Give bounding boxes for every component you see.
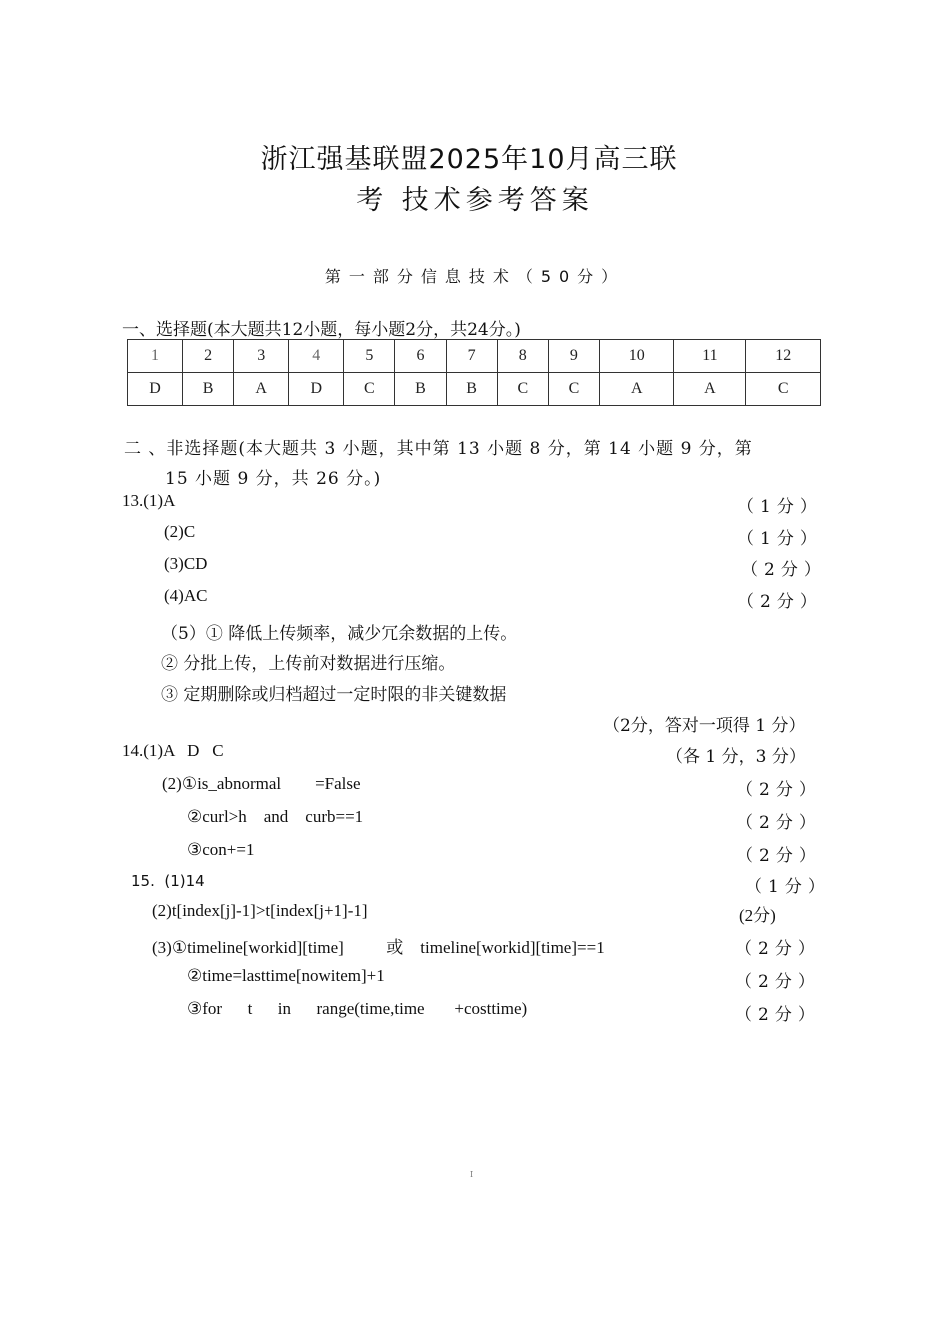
q15-answer-1: 15. (1)14 (131, 872, 205, 890)
table-cell: 4 (289, 340, 344, 373)
table-cell: 3 (234, 340, 289, 373)
q13-answer-4: (4)AC (164, 586, 208, 605)
q14-score-4: （2分） (736, 846, 822, 866)
table-row-answers (128, 373, 821, 406)
q15-score-1: （1分） (745, 877, 831, 897)
section-heading: 第一部分信息技术（50分） (324, 267, 626, 286)
q13-answer-5: （5）① 降低上传频率，减少冗余数据的上传。 (161, 624, 518, 644)
table-cell: C (746, 373, 821, 406)
title-line-2: 考 技术参考答案 (356, 185, 594, 216)
q15-score-3: （2分） (735, 939, 821, 959)
q15-answer-3: (3)①timeline[workid][time] 或 timeline[workid][time]==1 (152, 938, 605, 957)
q14-answer-3: ②curl>h and curb==1 (187, 807, 364, 826)
table-cell: B (395, 373, 446, 406)
q14-score-2: （2分） (736, 780, 822, 800)
q15-score-5: （2分） (735, 1005, 821, 1025)
q15-answer-5: ③for t in range(time,time +costtime) (187, 999, 528, 1018)
table-cell: 1 (128, 340, 183, 373)
q15-score-4: （2分） (735, 972, 821, 992)
q13-score-2: （1分） (737, 529, 823, 549)
q13-answer-3: (3)CD (164, 554, 208, 573)
q13-answer-5c: ③ 定期删除或归档超过一定时限的非关键数据 (161, 685, 507, 705)
q15-answer-4: ②time=lasttime[nowitem]+1 (187, 966, 385, 985)
part2-heading-line-2: 15 小题 9 分，共 26 分。) (165, 469, 382, 489)
table-cell: 10 (599, 340, 674, 373)
q13-answer-5b: ② 分批上传，上传前对数据进行压缩。 (161, 654, 456, 674)
table-cell: A (674, 373, 746, 406)
table-cell: B (446, 373, 497, 406)
table-cell: 7 (446, 340, 497, 373)
q14-score-3: （2分） (736, 813, 822, 833)
table-cell: C (548, 373, 599, 406)
table-cell: 9 (548, 340, 599, 373)
table-cell: C (344, 373, 395, 406)
part1-heading: 一、选择题(本大题共12小题，每小题2分，共24分。) (122, 320, 521, 340)
q14-answer-1: 14.(1)A D C (122, 741, 224, 760)
q13-answer-1: 13.(1)A (122, 491, 176, 510)
q15-answer-2: (2)t[index[j]-1]>t[index[j+1]-1] (152, 901, 368, 920)
table-cell: 8 (497, 340, 548, 373)
q13-answer-2: (2)C (164, 522, 196, 541)
table-row-numbers (128, 340, 821, 373)
q14-answer-4: ③con+=1 (187, 840, 255, 859)
table-cell: 11 (674, 340, 746, 373)
table-cell: B (183, 373, 234, 406)
table-cell: 5 (344, 340, 395, 373)
q13-score-1: （1分） (737, 497, 823, 517)
table-cell: 12 (746, 340, 821, 373)
table-cell: D (289, 373, 344, 406)
answer-table (127, 339, 821, 406)
title-line-1: 浙江强基联盟2025年10月高三联 (260, 144, 678, 175)
q13-score-3: （2分） (741, 560, 827, 580)
q14-answer-2: (2)①is_abnormal =False (162, 774, 361, 793)
q13-score-4: （2分） (737, 592, 823, 612)
q14-score-1: （各 1 分，3 分） (666, 747, 806, 767)
q15-score-2: (2分) (739, 906, 776, 925)
table-cell: A (599, 373, 674, 406)
table-cell: 6 (395, 340, 446, 373)
table-cell: 2 (183, 340, 234, 373)
table-cell: D (128, 373, 183, 406)
page-footer-mark: I (470, 1170, 474, 1179)
table-cell: C (497, 373, 548, 406)
q13-score-5: （2分，答对一项得 1 分） (603, 716, 806, 736)
table-cell: A (234, 373, 289, 406)
part2-heading-line-1: 二 、非选择题(本大题共 3 小题，其中第 13 小题 8 分，第 14 小题 9 分，第 (124, 439, 753, 459)
